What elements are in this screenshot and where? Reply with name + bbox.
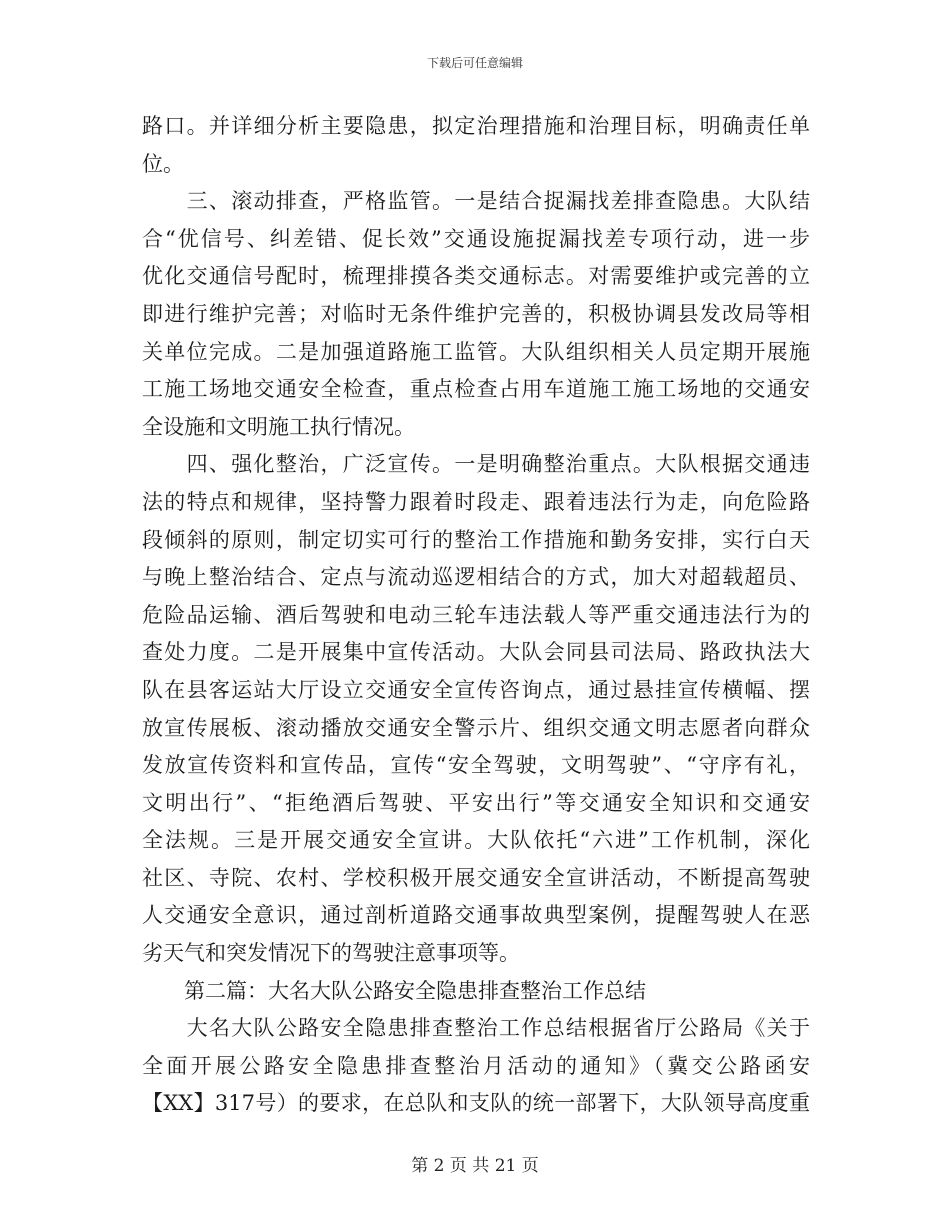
body-line: 四、强化整治，广泛宣传。一是明确整治重点。大队根据交通违: [142, 452, 810, 477]
body-line: 查处力度。二是开展集中宣传活动。大队会同县司法局、路政执法大: [142, 640, 810, 665]
body-line: 人交通安全意识，通过剖析道路交通事故典型案例，提醒驾驶人在恶: [142, 903, 810, 928]
body-line: 【XX】317号）的要求，在总队和支队的统一部署下，大队领导高度重: [142, 1091, 810, 1116]
page-header: 下载后可任意编辑: [426, 56, 523, 70]
body-line: 文明出行”、“拒绝酒后驾驶、平安出行”等交通安全知识和交通安: [142, 790, 810, 815]
body-line: 社区、寺院、农村、学校积极开展交通安全宣讲活动，不断提高驾驶: [142, 865, 810, 890]
body-line: 工施工场地交通安全检查，重点检查占用车道施工施工场地的交通安: [142, 377, 810, 402]
body-line: 关单位完成。二是加强道路施工监管。大队组织相关人员定期开展施: [142, 339, 810, 364]
body-line: 危险品运输、酒后驾驶和电动三轮车违法载人等严重交通违法行为的: [142, 602, 810, 627]
body-line: 位。: [142, 151, 184, 176]
body-line: 第二篇：大名大队公路安全隐患排查整治工作总结: [142, 978, 646, 1003]
body-line: 队在县客运站大厅设立交通安全宣传咨询点，通过悬挂宣传横幅、摆: [142, 677, 810, 702]
body-line: 即进行维护完善；对临时无条件维护完善的，积极协调县发改局等相: [142, 301, 810, 326]
body-line: 全设施和文明施工执行情况。: [142, 414, 415, 439]
page-footer: 第 2 页 共 21 页: [411, 1156, 539, 1176]
body-line: 全面开展公路安全隐患排查整治月活动的通知》（冀交公路函安: [142, 1053, 810, 1078]
body-line: 与晚上整治结合、定点与流动巡逻相结合的方式，加大对超载超员、: [142, 565, 810, 590]
body-line: 路口。并详细分析主要隐患，拟定治理措施和治理目标，明确责任单: [142, 114, 810, 138]
body-line: 劣天气和突发情况下的驾驶注意事项等。: [142, 941, 520, 966]
body-line: 合“优信号、纠差错、促长效”交通设施捉漏找差专项行动，进一步: [142, 226, 810, 251]
body-line: 全法规。三是开展交通安全宣讲。大队依托“六进”工作机制，深化: [142, 828, 810, 853]
document-body: [142, 108, 810, 1123]
body-line: 三、滚动排查，严格监管。一是结合捉漏找差排查隐患。大队结: [142, 189, 810, 214]
body-line: 法的特点和规律，坚持警力跟着时段走、跟着违法行为走，向危险路: [142, 489, 810, 514]
body-line: 优化交通信号配时，梳理排摸各类交通标志。对需要维护或完善的立: [142, 264, 810, 289]
body-line: 大名大队公路安全隐患排查整治工作总结根据省厅公路局《关于: [142, 1016, 810, 1041]
body-line: 放宣传展板、滚动播放交通安全警示片、组织交通文明志愿者向群众: [142, 715, 810, 740]
body-line: 段倾斜的原则，制定切实可行的整治工作措施和勤务安排，实行白天: [142, 527, 810, 552]
body-line: 发放宣传资料和宣传品，宣传“安全驾驶，文明驾驶”、“守序有礼，: [142, 753, 810, 778]
